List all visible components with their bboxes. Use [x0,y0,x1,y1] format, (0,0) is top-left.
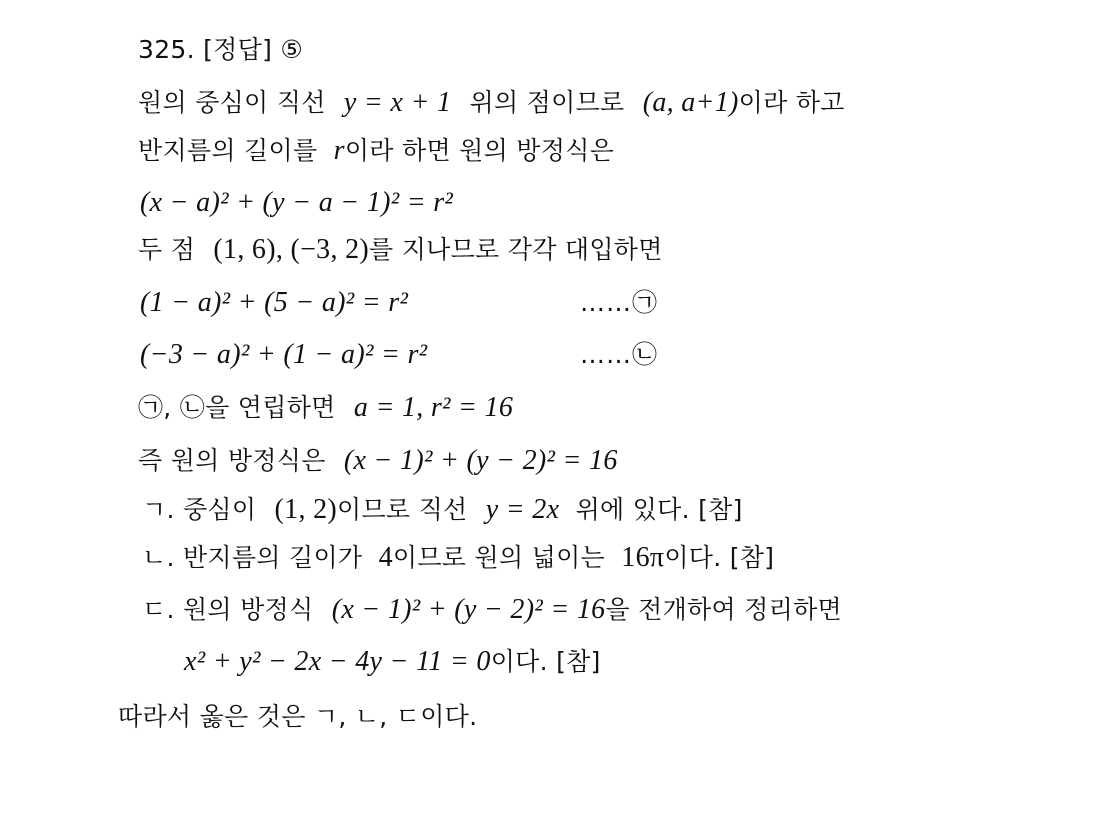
text-segment: 두 점 [138,235,196,264]
math-radius-var: r [333,135,345,166]
text-segment: 이라 하고 [738,88,845,117]
math-points: (1, 6), (−3, 2) [213,234,369,265]
text-segment: ㄴ. 반지름의 길이가 [142,543,363,572]
math-center-point: (a, a+1) [642,87,739,118]
solution-line-2 [138,133,614,169]
solution-line-11 [142,592,842,628]
equation-marker-2: ……㉡ [580,340,659,369]
solution-line-10 [142,540,774,576]
text-segment: 위의 점이므로 [469,88,625,117]
text-segment: 원의 중심이 직선 [138,88,326,117]
solution-line-8 [138,443,618,479]
text-segment: 을 전개하여 정리하면 [605,595,842,624]
solution-line-9 [142,492,743,528]
math-solution: a = 1, r² = 16 [353,392,514,423]
solution-line-3 [140,185,453,221]
math-center: (1, 2) [274,494,337,525]
solution-line-4 [138,232,663,268]
math-circle-general: (x − a)² + (y − a − 1)² = r² [140,187,454,218]
math-circle-final: (x − 1)² + (y − 2)² = 16 [343,445,618,476]
math-area-val: 16π [621,542,665,573]
conclusion-text: 따라서 옳은 것은 ㄱ, ㄴ, ㄷ이다. [118,702,478,731]
conclusion-line [118,699,477,735]
math-line-y-x-1: y = x + 1 [343,87,452,118]
math-circle-final-2: (x − 1)² + (y − 2)² = 16 [331,594,606,625]
math-expanded: x² + y² − 2x − 4y − 11 = 0 [184,646,491,677]
solution-line-12 [184,644,601,680]
text-segment: 를 지나므로 각각 대입하면 [369,235,663,264]
text-segment: ㄷ. 원의 방정식 [142,595,314,624]
text-segment: ㄱ. 중심이 [142,495,257,524]
math-radius-val: 4 [378,542,393,573]
math-eq2: (−3 − a)² + (1 − a)² = r² [140,339,428,370]
text-segment: 이다. [참] [664,543,775,572]
text-segment: ㉠, ㉡을 연립하면 [138,393,336,422]
problem-header [138,32,303,68]
text-segment: 위에 있다. [참] [575,495,743,524]
text-segment: 반지름의 길이를 [138,136,318,165]
problem-header-text: 325. [정답] ⑤ [138,35,304,64]
math-eq1: (1 − a)² + (5 − a)² = r² [140,287,409,318]
text-segment: 즉 원의 방정식은 [138,446,326,475]
text-segment: 이므로 원의 넓이는 [392,543,606,572]
text-segment: 이라 하면 원의 방정식은 [344,136,615,165]
solution-line-6 [140,337,427,373]
math-line-y-2x: y = 2x [485,494,560,525]
text-segment: 이다. [참] [490,647,601,676]
text-segment: 이므로 직선 [337,495,468,524]
equation-marker-1: ……㉠ [580,288,659,317]
solution-line-1 [138,85,845,121]
solution-line-7 [138,390,513,426]
solution-line-5 [140,285,408,321]
